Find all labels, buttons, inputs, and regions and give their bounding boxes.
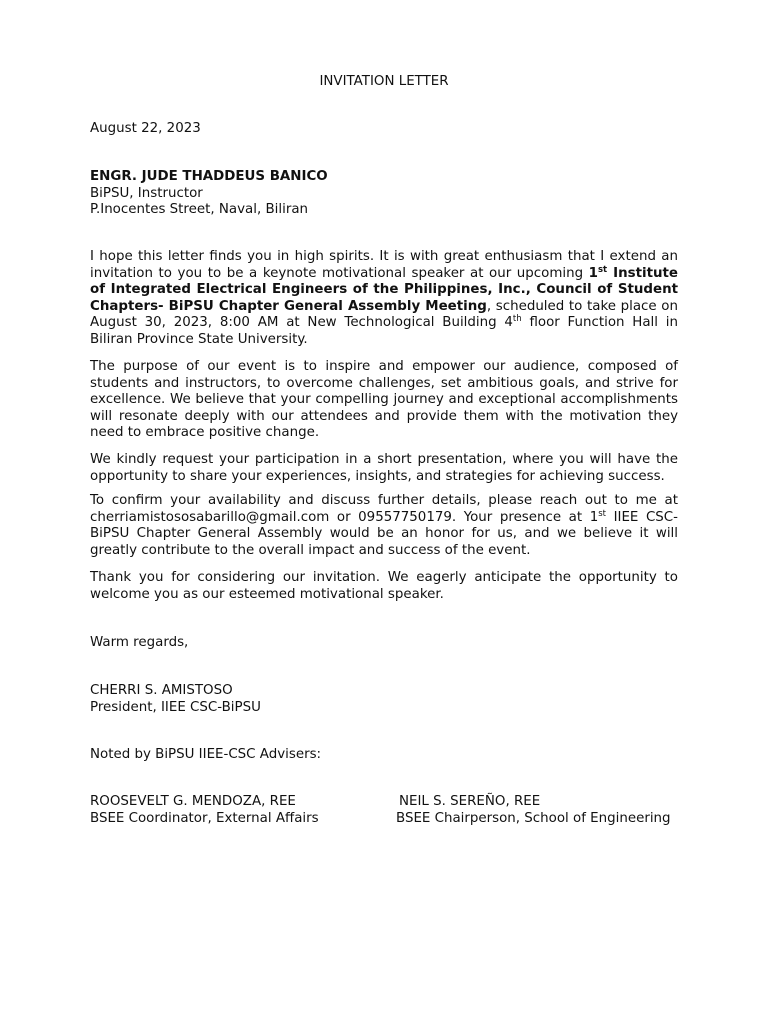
- paragraph-thanks: Thank you for considering our invitation. We eagerly anticipate the opportunity to welcome you as our esteemed motivational speaker.: [90, 570, 678, 602]
- closing: Warm regards,: [90, 635, 189, 650]
- recipient-address: P.Inocentes Street, Naval, Biliran: [90, 202, 309, 218]
- adviser-name: NEIL S. SEREÑO, REE: [399, 794, 541, 809]
- paragraph-confirm: To confirm your availability and discuss further details, please reach out to me at cherriamistososabarillo@gmail.com or 09557750179. Your presence at 1st IIEE CSC-BiPSU Chapter General Assembly would be an honor for us, and we believe it will greatly contribute to the overall impact and success of the event.: [90, 493, 678, 558]
- recipient-name: ENGR. JUDE THADDEUS BANICO: [90, 169, 328, 184]
- sender-name: CHERRI S. AMISTOSO: [90, 683, 233, 698]
- paragraph-invitation: I hope this letter finds you in high spirits. It is with great enthusiasm that I extend an invitation to you to be a keynote motivational speaker at our upcoming 1st Institute of Integrated Electrical Engineers of the Philippines, Inc., Council of Student Chapters- BiPSU Chapter General Assembly Meeting, scheduled to take place on August 30, 2023, 8:00 AM at New Technological Building 4th floor Function Hall in Biliran Province State University.: [90, 249, 678, 347]
- noted-by: Noted by BiPSU IIEE-CSC Advisers:: [90, 747, 322, 762]
- adviser-position: BSEE Coordinator, External Affairs: [90, 810, 319, 826]
- adviser-right: [396, 794, 671, 827]
- adviser-position: BSEE Chairperson, School of Engineering: [396, 810, 671, 826]
- sender-position: President, IIEE CSC-BiPSU: [90, 699, 261, 715]
- paragraph-purpose: The purpose of our event is to inspire and empower our audience, composed of students and instructors, to overcome challenges, set ambitious goals, and strive for excellence. We believe that your compelling journey and exceptional accomplishments will resonate deeply with our attendees and provide them with the motivation they need to embrace positive change.: [90, 359, 678, 441]
- letter-title: INVITATION LETTER: [319, 74, 449, 89]
- letter-date: August 22, 2023: [90, 121, 201, 136]
- recipient-block: [90, 169, 678, 219]
- sender-block: [90, 683, 678, 716]
- adviser-name: ROOSEVELT G. MENDOZA, REE: [90, 794, 296, 809]
- adviser-left: [90, 794, 319, 827]
- recipient-position: BiPSU, Instructor: [90, 185, 203, 201]
- paragraph-request: We kindly request your participation in a short presentation, where you will have the opportunity to share your experiences, insights, and strategies for achieving success.: [90, 452, 678, 484]
